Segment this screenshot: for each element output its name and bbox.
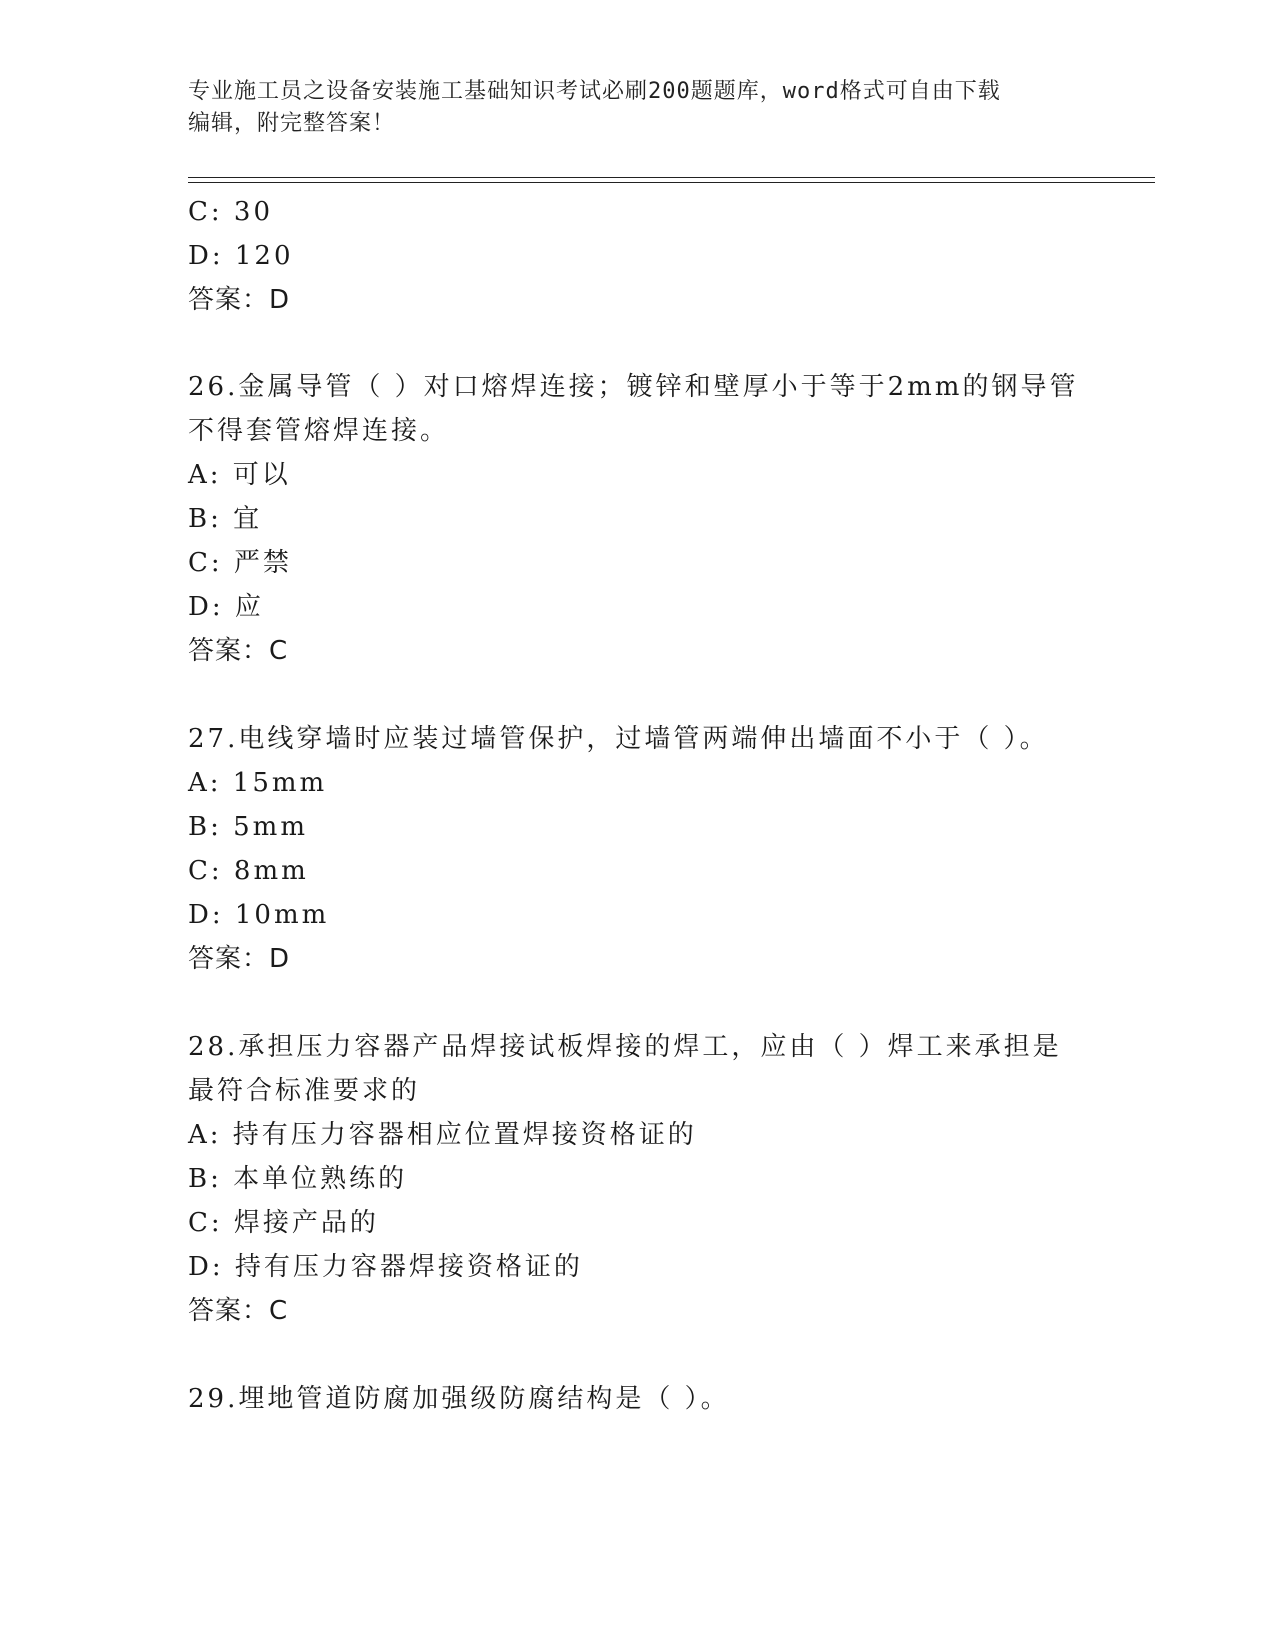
q28-option-c: C: 焊接产品的 bbox=[188, 1208, 379, 1238]
q28-stem-line-2: 最符合标准要求的 bbox=[188, 1076, 421, 1106]
header-rule-bottom bbox=[188, 182, 1155, 183]
q26-option-b: B: 宜 bbox=[188, 504, 263, 534]
document-header bbox=[188, 76, 1088, 140]
q27-stem-line-1: 27.电线穿墙时应装过墙管保护，过墙管两端伸出墙面不小于（ ）。 bbox=[188, 724, 1049, 754]
q26-answer: 答案：C bbox=[188, 636, 289, 666]
q28-option-d: D: 持有压力容器焊接资格证的 bbox=[188, 1252, 583, 1282]
header-line-2: 编辑，附完整答案！ bbox=[188, 111, 396, 136]
q26-option-c: C: 严禁 bbox=[188, 548, 292, 578]
q26-option-a: A: 可以 bbox=[188, 460, 291, 490]
q27-option-d: D: 10mm bbox=[188, 900, 330, 930]
q25-answer: 答案：D bbox=[188, 285, 291, 315]
header-rule-top bbox=[188, 177, 1155, 178]
q28-option-a: A: 持有压力容器相应位置焊接资格证的 bbox=[188, 1120, 697, 1150]
q27-option-b: B: 5mm bbox=[188, 812, 308, 842]
q25-option-c: C: 30 bbox=[188, 197, 274, 227]
q27-option-c: C: 8mm bbox=[188, 856, 309, 886]
q28-stem-line-1: 28.承担压力容器产品焊接试板焊接的焊工，应由（ ）焊工来承担是 bbox=[188, 1032, 1062, 1062]
q28-option-b: B: 本单位熟练的 bbox=[188, 1164, 408, 1194]
q26-option-d: D: 应 bbox=[188, 592, 264, 622]
header-line-1: 专业施工员之设备安装施工基础知识考试必刷200题题库，word格式可自由下载 bbox=[188, 79, 1001, 104]
q26-stem-line-2: 不得套管熔焊连接。 bbox=[188, 416, 450, 446]
q25-option-d: D: 120 bbox=[188, 241, 294, 271]
q27-option-a: A: 15mm bbox=[188, 768, 328, 798]
q27-answer: 答案：D bbox=[188, 944, 291, 974]
q26-stem-line-1: 26.金属导管（ ）对口熔焊连接；镀锌和壁厚小于等于2mm的钢导管 bbox=[188, 372, 1079, 402]
q28-answer: 答案：C bbox=[188, 1296, 289, 1326]
q29-stem-line-1: 29.埋地管道防腐加强级防腐结构是（ ）。 bbox=[188, 1384, 730, 1414]
